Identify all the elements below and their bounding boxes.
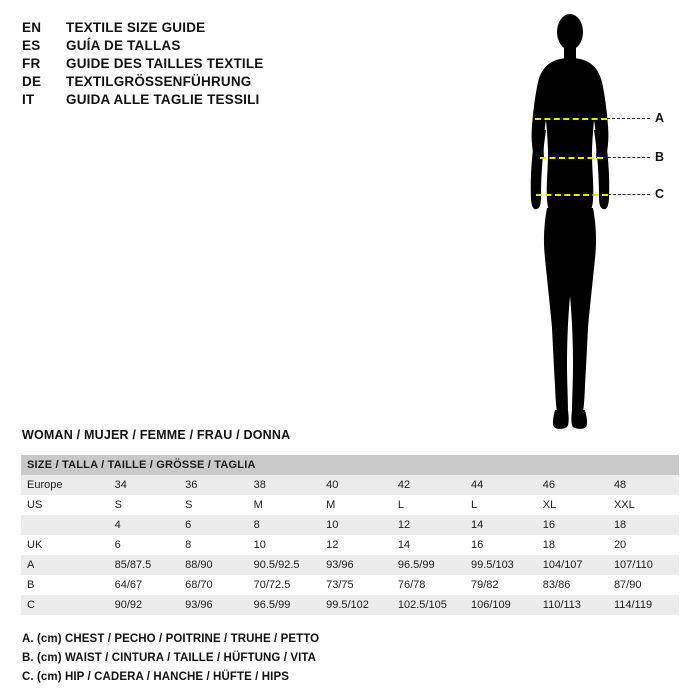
row-label-uk: UK xyxy=(21,535,109,555)
legend-line-c: C. (cm) HIP / CADERA / HANCHE / HÜFTE / HIPS xyxy=(22,671,290,683)
table-section-title: WOMAN / MUJER / FEMME / FRAU / DONNA xyxy=(22,428,291,442)
cell: 10 xyxy=(320,515,392,535)
cell: 18 xyxy=(608,515,679,535)
lead-line-b xyxy=(603,157,650,158)
measure-line-waist xyxy=(540,157,603,159)
title-row-it xyxy=(22,92,352,107)
cell: 110/113 xyxy=(537,595,608,615)
title-text-es: GUÍA DE TALLAS xyxy=(66,38,181,53)
cell: 70/72.5 xyxy=(248,575,320,595)
cell: 90/92 xyxy=(109,595,180,615)
title-block xyxy=(22,20,352,110)
cell: 14 xyxy=(392,535,465,555)
cell: M xyxy=(248,495,320,515)
cell: 6 xyxy=(109,535,180,555)
cell: 107/110 xyxy=(608,555,679,575)
cell: 46 xyxy=(537,475,608,495)
cell: 34 xyxy=(109,475,180,495)
cell: 20 xyxy=(608,535,679,555)
cell: 83/86 xyxy=(537,575,608,595)
cell: L xyxy=(392,495,465,515)
row-label-us: US xyxy=(21,495,109,515)
title-row-de xyxy=(22,74,352,89)
cell: 79/82 xyxy=(465,575,537,595)
cell: 38 xyxy=(248,475,320,495)
cell: L xyxy=(465,495,537,515)
lead-line-c xyxy=(608,194,650,195)
cell: 4 xyxy=(109,515,180,535)
cell: 87/90 xyxy=(608,575,679,595)
cell: 106/109 xyxy=(465,595,537,615)
cell: 99.5/102 xyxy=(320,595,392,615)
cell: 104/107 xyxy=(537,555,608,575)
cell: 114/119 xyxy=(608,595,679,615)
cell: 42 xyxy=(392,475,465,495)
measure-line-hip xyxy=(536,194,608,196)
cell: 102.5/105 xyxy=(392,595,465,615)
cell: 93/96 xyxy=(320,555,392,575)
cell: 12 xyxy=(392,515,465,535)
title-row-en xyxy=(22,20,352,35)
cell: S xyxy=(109,495,180,515)
legend-line-a: A. (cm) CHEST / PECHO / POITRINE / TRUHE / PETTO xyxy=(22,633,320,645)
cell: 8 xyxy=(179,535,248,555)
title-lang-en: EN xyxy=(22,20,42,35)
cell: 44 xyxy=(465,475,537,495)
female-silhouette-figure xyxy=(500,8,690,438)
cell: 16 xyxy=(465,535,537,555)
table-row xyxy=(21,515,679,535)
table-row xyxy=(21,555,679,575)
table-row xyxy=(21,535,679,555)
table-header-cell: SIZE / TALLA / TAILLE / GRÖSSE / TAGLIA xyxy=(21,455,679,475)
marker-label-b: B xyxy=(655,150,665,164)
row-label-a: A xyxy=(21,555,109,575)
lead-line-a xyxy=(607,118,650,119)
cell: 93/96 xyxy=(179,595,248,615)
table-header-row xyxy=(21,455,679,475)
cell: 36 xyxy=(179,475,248,495)
cell: 6 xyxy=(179,515,248,535)
cell: 90.5/92.5 xyxy=(248,555,320,575)
cell: 14 xyxy=(465,515,537,535)
size-table xyxy=(21,455,679,615)
legend xyxy=(22,630,319,687)
cell: 8 xyxy=(248,515,320,535)
cell: 68/70 xyxy=(179,575,248,595)
cell: 73/75 xyxy=(320,575,392,595)
cell: 40 xyxy=(320,475,392,495)
cell: 12 xyxy=(320,535,392,555)
cell: 18 xyxy=(537,535,608,555)
silhouette-icon xyxy=(500,8,690,438)
cell: XXL xyxy=(608,495,679,515)
marker-label-c: C xyxy=(655,187,665,201)
row-label-europe: Europe xyxy=(21,475,109,495)
title-lang-es: ES xyxy=(22,38,41,53)
cell: 64/67 xyxy=(109,575,180,595)
title-text-de: TEXTILGRÖSSENFÜHRUNG xyxy=(66,74,252,89)
marker-label-a: A xyxy=(655,111,665,125)
cell: 99.5/103 xyxy=(465,555,537,575)
legend-line-b: B. (cm) WAIST / CINTURA / TAILLE / HÜFTUNG / VITA xyxy=(22,652,317,664)
title-lang-fr: FR xyxy=(22,56,41,71)
title-lang-it: IT xyxy=(22,92,35,107)
table-row xyxy=(21,495,679,515)
cell: 10 xyxy=(248,535,320,555)
measure-line-chest xyxy=(535,118,607,120)
title-text-fr: GUIDE DES TAILLES TEXTILE xyxy=(66,56,264,71)
title-text-it: GUIDA ALLE TAGLIE TESSILI xyxy=(66,92,260,107)
cell: 76/78 xyxy=(392,575,465,595)
row-label-b: B xyxy=(21,575,109,595)
row-label-c: C xyxy=(21,595,109,615)
title-text-en: TEXTILE SIZE GUIDE xyxy=(66,20,206,35)
cell: 96.5/99 xyxy=(392,555,465,575)
table-row xyxy=(21,575,679,595)
cell: 88/90 xyxy=(179,555,248,575)
title-row-es xyxy=(22,38,352,53)
cell: 85/87.5 xyxy=(109,555,180,575)
cell: XL xyxy=(537,495,608,515)
cell: S xyxy=(179,495,248,515)
cell: 16 xyxy=(537,515,608,535)
cell: 48 xyxy=(608,475,679,495)
table-row xyxy=(21,475,679,495)
cell: M xyxy=(320,495,392,515)
table-row xyxy=(21,595,679,615)
row-label-us-numeric xyxy=(21,515,109,535)
cell: 96.5/99 xyxy=(248,595,320,615)
title-row-fr xyxy=(22,56,352,71)
title-lang-de: DE xyxy=(22,74,42,89)
